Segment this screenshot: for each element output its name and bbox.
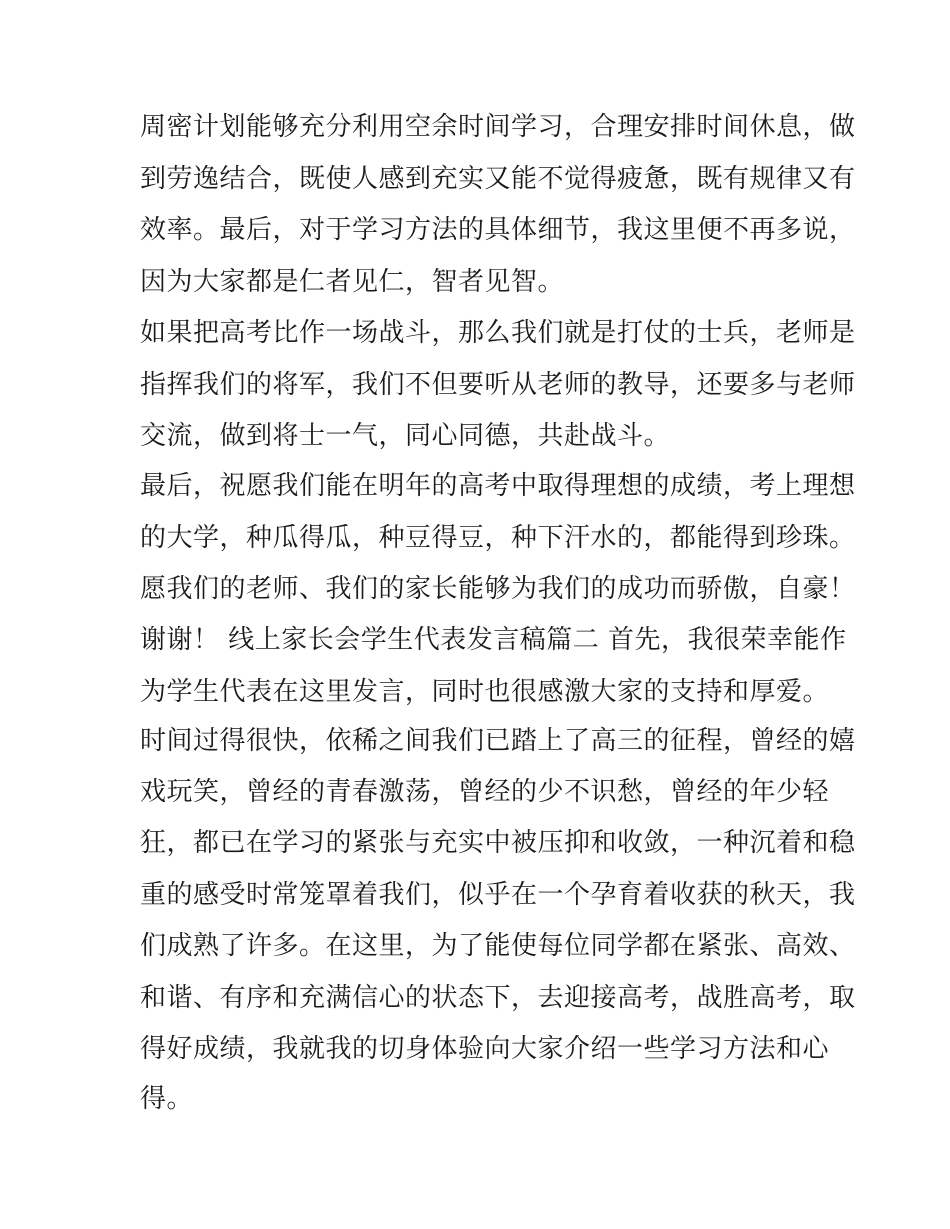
text-line: 狂，都已在学习的紧张与充实中被压抑和收敛，一种沉着和稳 — [140, 828, 856, 858]
text-line: 时间过得很快，依稀之间我们已踏上了高三的征程，曾经的嬉 — [140, 726, 856, 756]
text-line: 最后，祝愿我们能在明年的高考中取得理想的成绩，考上理想 — [140, 471, 856, 501]
text-line: 指挥我们的将军，我们不但要听从老师的教导，还要多与老师 — [140, 370, 856, 400]
text-line: 的大学，种瓜得瓜，种豆得豆，种下汗水的，都能得到珍珠。 — [140, 523, 856, 553]
text-line: 效率。最后，对于学习方法的具体细节，我这里便不再多说， — [140, 215, 856, 245]
text-line: 为学生代表在这里发言，同时也很感激大家的支持和厚爱。 — [140, 677, 830, 707]
text-line: 和谐、有序和充满信心的状态下，去迎接高考，战胜高考，取 — [140, 983, 856, 1013]
text-line: 因为大家都是仁者见仁，智者见智。 — [140, 267, 565, 297]
text-line: 谢谢！ 线上家长会学生代表发言稿篇二 首先，我很荣幸能作 — [140, 625, 847, 655]
text-line: 们成熟了许多。在这里，为了能使每位同学都在紧张、高效、 — [140, 931, 856, 961]
text-line: 周密计划能够充分利用空余时间学习，合理安排时间休息，做 — [140, 112, 856, 142]
text-line: 愿我们的老师、我们的家长能够为我们的成功而骄傲，自豪！ — [140, 574, 856, 604]
text-line: 重的感受时常笼罩着我们，似乎在一个孕育着收获的秋天，我 — [140, 880, 856, 910]
text-line: 如果把高考比作一场战斗，那么我们就是打仗的士兵，老师是 — [140, 318, 856, 348]
text-line: 戏玩笑，曾经的青春激荡，曾经的少不识愁，曾经的年少轻 — [140, 777, 830, 807]
text-line: 到劳逸结合，既使人感到充实又能不觉得疲惫，既有规律又有 — [140, 164, 856, 194]
text-line: 交流，做到将士一气，同心同德，共赴战斗。 — [140, 421, 671, 451]
text-line: 得好成绩，我就我的切身体验向大家介绍一些学习方法和心 — [140, 1034, 830, 1064]
text-line: 得。 — [140, 1084, 194, 1114]
